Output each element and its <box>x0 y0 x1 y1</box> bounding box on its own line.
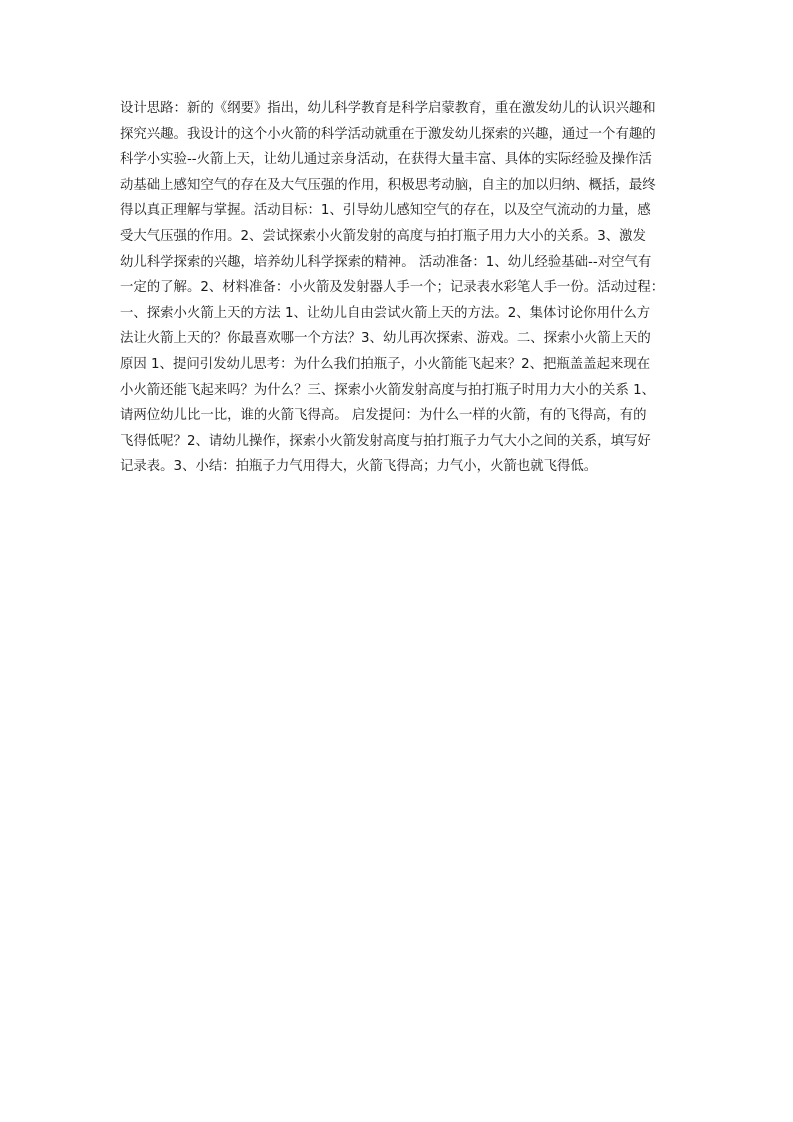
text-line: 设计思路：新的《纲要》指出，幼儿科学教育是科学启蒙教育，重在激发幼儿的认识兴趣和 <box>120 101 656 116</box>
text-line: 科学小实验--火箭上天，让幼儿通过亲身活动，在获得大量丰富、具体的实际经验及操作活 <box>120 152 652 168</box>
text-line: 请两位幼儿比一比，谁的火箭飞得高。 启发提问：为什么一样的火箭，有的飞得高，有的 <box>120 408 647 424</box>
text-line: 飞得低呢？2、请幼儿操作，探索小火箭发射高度与拍打瓶子力气大小之间的关系，填写好 <box>120 433 651 449</box>
text-line: 受大气压强的作用。2、尝试探索小火箭发射的高度与拍打瓶子用力大小的关系。3、激发 <box>120 228 646 244</box>
text-line: 一定的了解。2、材料准备：小火箭及发射器人手一个；记录表水彩笔人手一份。活动过程： <box>120 280 665 296</box>
text-line: 一、探索小火箭上天的方法 1、让幼儿自由尝试火箭上天的方法。2、集体讨论你用什么方 <box>120 305 651 321</box>
text-line: 小火箭还能飞起来吗？为什么？三、探索小火箭发射高度与拍打瓶子时用力大小的关系 1、 <box>120 382 656 398</box>
text-line: 法让火箭上天的？你最喜欢哪一个方法？3、幼儿再次探索、游戏。二、探索小火箭上天的 <box>120 331 651 347</box>
text-line: 幼儿科学探索的兴趣，培养幼儿科学探索的精神。 活动准备：1、幼儿经验基础--对空气有 <box>120 254 652 270</box>
text-line: 得以真正理解与掌握。活动目标：1、引导幼儿感知空气的存在，以及空气流动的力量，感 <box>120 203 651 219</box>
text-line: 动基础上感知空气的存在及大气压强的作用，积极思考动脑，自主的加以归纳、概括，最终 <box>120 177 656 193</box>
text-line: 记录表。3、小结：拍瓶子力气用得大，火箭飞得高；力气小，火箭也就飞得低。 <box>120 459 598 475</box>
document-body <box>120 96 676 480</box>
text-line: 探究兴趣。我设计的这个小火箭的科学活动就重在于激发幼儿探索的兴趣，通过一个有趣的 <box>120 126 656 142</box>
text-line: 原因 1、提问引发幼儿思考：为什么我们拍瓶子，小火箭能飞起来？2、把瓶盖盖起来现在 <box>120 356 651 372</box>
